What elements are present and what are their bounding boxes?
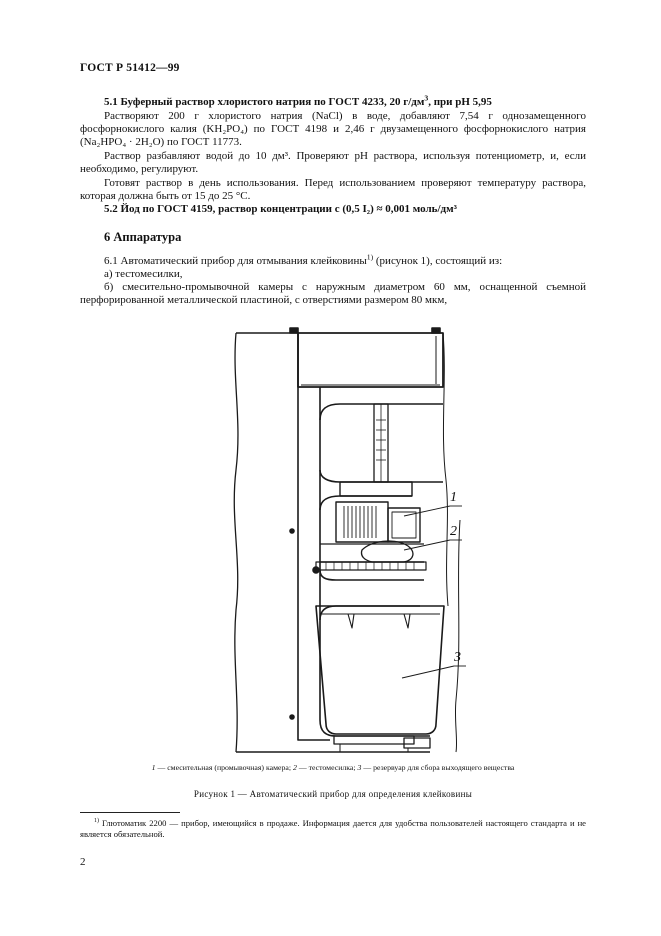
paragraph-5-1-3: Готовят раствор в день использования. Перед использованием проверяют температуру раствора, которая должна быть от 15 до 25 °С. <box>80 177 586 203</box>
page-number: 2 <box>80 856 86 868</box>
callout-2: 2 <box>450 524 457 539</box>
figure-legend <box>80 763 586 772</box>
figure-title: Рисунок 1 — Автоматический прибор для определения клейковины <box>193 789 473 799</box>
footnote-ref: 1) <box>366 252 374 262</box>
footnote-text: Глютоматик 2200 — прибор, имеющийся в продаже. Информация дается для удобства пользователей настоящего стандарта и не является обязательной. <box>80 818 586 839</box>
legend-text-1: — смесительная (промывочная) камера; <box>155 763 293 772</box>
legend-num-2: 2 <box>292 763 297 772</box>
paragraph-6-1-text: 6.1 Автоматический прибор для отмывания клейковины <box>104 255 367 267</box>
superscript: 3 <box>424 93 429 103</box>
legend-num-3: 3 <box>357 763 362 772</box>
section-5-1-heading-tail: , при рН 5,95 <box>428 96 492 108</box>
callout-3: 3 <box>454 650 461 665</box>
callout-1: 1 <box>450 490 457 505</box>
legend-num-1: 1 <box>151 763 156 772</box>
list-item-b: б) смесительно-промывочной камеры с наружным диаметром 60 мм, оснащенной съемной перфорированной металлической пластиной, с отверстиями размером 80 мкм, <box>80 281 586 307</box>
legend-text-2: — тестомесилка; <box>296 763 358 772</box>
section-5-1-heading-text: 5.1 Буферный раствор хлористого натрия по ГОСТ 4233, 20 г/дм <box>104 96 425 108</box>
section-5-1-heading <box>80 93 586 109</box>
footnote-divider <box>80 812 180 813</box>
footnote-mark: 1) <box>94 818 100 825</box>
section-6-heading: 6 Аппаратура <box>104 230 182 244</box>
legend-text-3: — резервуар для сбора выходящего вещества <box>361 763 515 772</box>
paragraph-6-1 <box>80 252 586 268</box>
paragraph-5-1-1: Растворяют 200 г хлористого натрия (NaCl) в воде, добавляют 7,54 г однозамещенного фосфорнокислого калия (KH₂PO₄) по ГОСТ 4198 и 2,46 г двузамещенного фосфорнокислого натрия (Na₂HPO₄ · 2H₂O) по ГОСТ 11773. <box>80 110 586 149</box>
footnote <box>80 818 586 840</box>
section-5-2-heading: 5.2 Йод по ГОСТ 4159, раствор концентрации c (0,5 I₂) ≈ 0,001 моль/дм³ <box>104 203 457 215</box>
document-code: ГОСТ Р 51412—99 <box>80 62 180 74</box>
paragraph-6-1-tail: (рисунок 1), состоящий из: <box>373 255 503 267</box>
list-item-a: а) тестомесилки, <box>104 268 183 280</box>
paragraph-5-1-2: Раствор разбавляют водой до 10 дм³. Проверяют рН раствора, используя потенциометр, и, если необходимо, регулируют. <box>80 150 586 176</box>
